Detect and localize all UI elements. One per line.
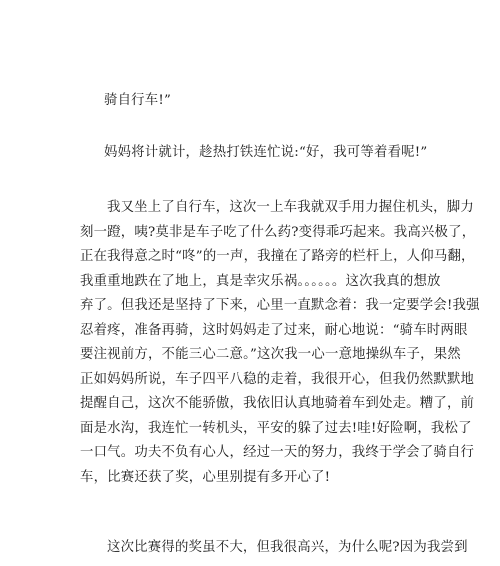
text-line: 车，比赛还获了奖，心里别提有多开心了!	[80, 469, 331, 485]
text-line: 刻一蹬，咦?莫非是车子吃了什么药?变得乖巧起来。我高兴极了，	[80, 224, 476, 240]
text-line: 一口气。功夫不负有心人，经过一天的努力，我终于学会了骑自行	[80, 445, 475, 460]
text-line: 提醒自己，这次不能骄傲，我依旧认真地骑着车到处走。糟了，前	[80, 396, 475, 411]
text-line: 正在我得意之时“咚”的一声，我撞在了路旁的栏杆上，人仰马翻，	[80, 249, 475, 264]
paragraph-4	[80, 536, 468, 561]
text-line: 弃了。但我还是坚持了下来，心里一直默念着：我一定要学会!我强	[80, 298, 480, 313]
text-line: 这次比赛得的奖虽不大，但我很高兴，为什么呢?因为我尝到	[107, 540, 468, 555]
paragraph-2	[104, 141, 449, 166]
text-line: 我重重地跌在了地上，真是幸灾乐祸。。。。。。这次我真的想放	[80, 273, 441, 289]
text-line: 正如妈妈所说，车子四平八稳的走着，我很开心，但我仍然默默地	[80, 371, 475, 387]
text-line: 妈妈将计就计，趁热打铁连忙说:“好，我可等着看呢!”	[104, 145, 428, 160]
text-line: 我又坐上了自行车，这次一上车我就双手用力握住机头，脚力	[107, 200, 474, 215]
text-line: 骑自行车!”	[104, 93, 171, 108]
text-line: 要注视前方，不能三心二意。”这次我一心一意地操纵车子，果然	[80, 347, 461, 362]
text-line: 忍着疼，准备再骑，这时妈妈走了过来，耐心地说：“骑车时两眼	[80, 322, 468, 338]
paragraph-1	[104, 89, 449, 114]
text-line: 面是水沟，我连忙一转机头，平安的躲了过去!哇!好险啊，我松了	[80, 420, 472, 436]
paragraph-3	[80, 196, 480, 490]
